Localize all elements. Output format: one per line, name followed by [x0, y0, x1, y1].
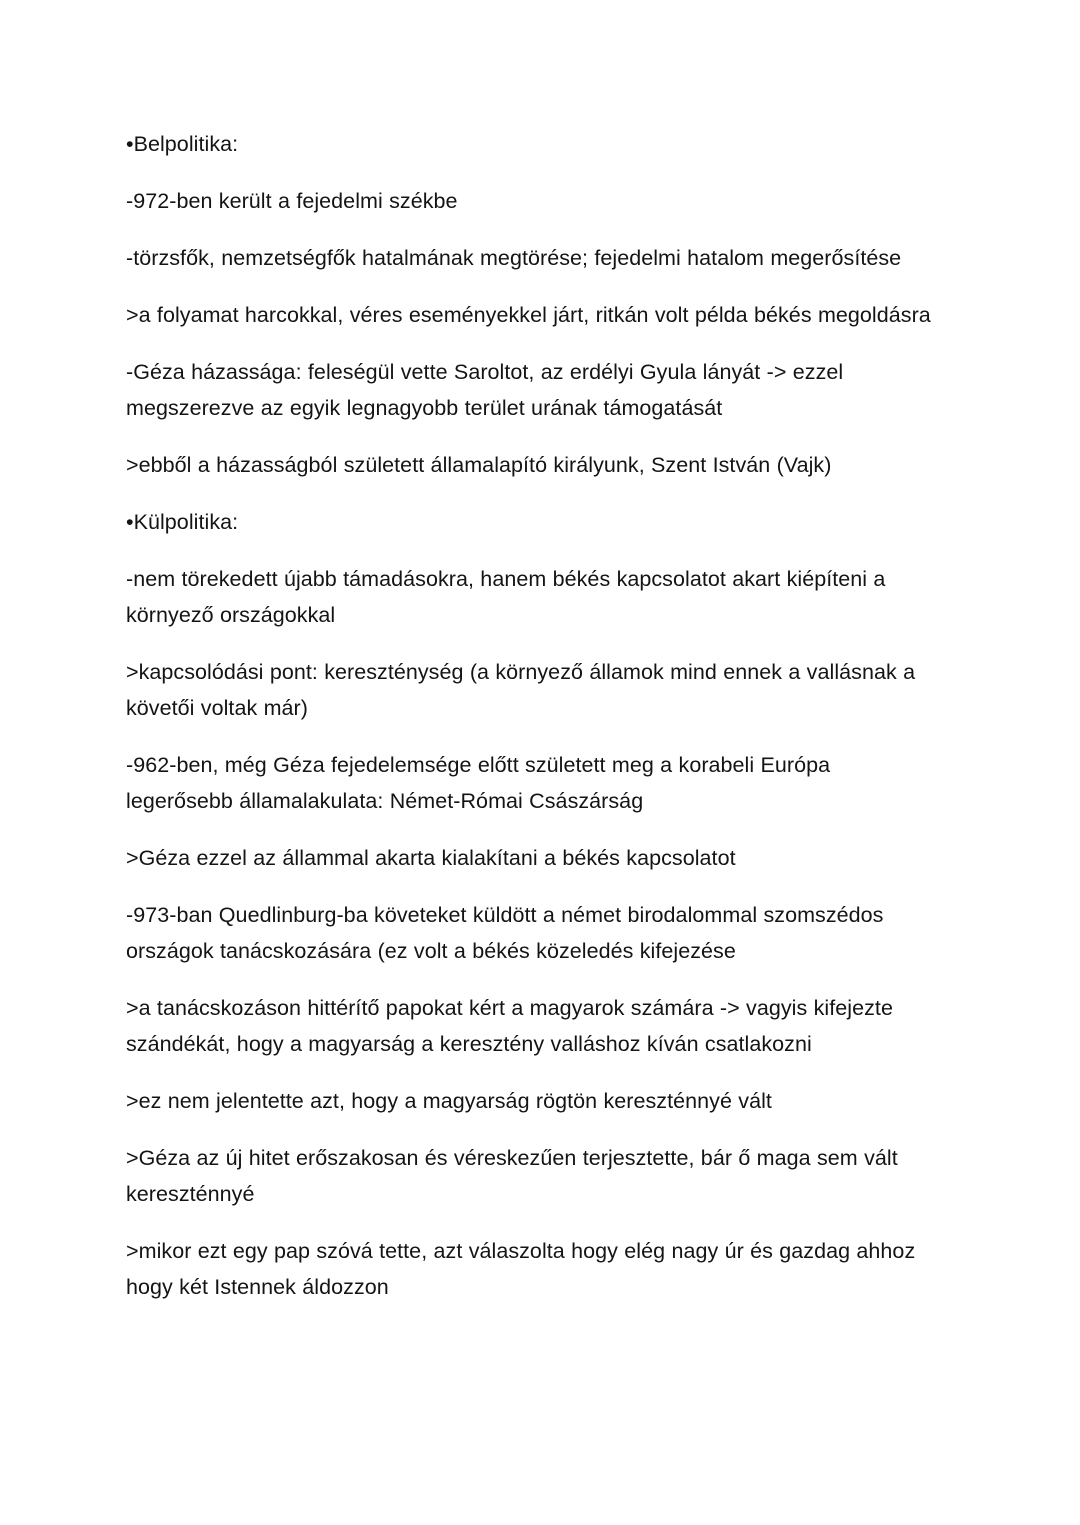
note-line: >ebből a házasságból született államalapító királyunk, Szent István (Vajk) [126, 453, 832, 477]
note-line: >kapcsolódási pont: kereszténység (a környező államok mind ennek a vallásnak a követői voltak már) [126, 660, 922, 720]
note-line: >mikor ezt egy pap szóvá tette, azt válaszolta hogy elég nagy úr és gazdag ahhoz hogy két Istennek áldozzon [126, 1239, 922, 1299]
note-line: -973-ban Quedlinburg-ba követeket küldött a német birodalommal szomszédos országok tanácskozására (ez volt a békés közeledés kifejezése [126, 903, 890, 963]
note-line: -972-ben került a fejedelmi székbe [126, 189, 458, 213]
note-line: -Géza házassága: feleségül vette Saroltot, az erdélyi Gyula lányát -> ezzel megszerezve az egyik legnagyobb terület urának támogatását [126, 360, 850, 420]
section-heading-kulpolitika: •Külpolitika: [126, 510, 239, 534]
note-line: >a tanácskozáson hittérítő papokat kért a magyarok számára -> vagyis kifejezte szándékát, hogy a magyarság a keresztény valláshoz kíván csatlakozni [126, 996, 900, 1056]
note-line: -nem törekedett újabb támadásokra, hanem békés kapcsolatot akart kiépíteni a környező országokkal [126, 567, 892, 627]
note-line: >Géza ezzel az állammal akarta kialakítani a békés kapcsolatot [126, 846, 736, 870]
note-line: >Géza az új hitet erőszakosan és véreskezűen terjesztette, bár ő maga sem vált kereszténnyé [126, 1146, 905, 1206]
note-line: -törzsfők, nemzetségfők hatalmának megtörése; fejedelmi hatalom megerősítése [126, 246, 902, 270]
document-body [126, 126, 932, 1305]
note-line: >a folyamat harcokkal, véres eseményekkel járt, ritkán volt példa békés megoldásra [126, 303, 931, 327]
note-line: >ez nem jelentette azt, hogy a magyarság rögtön kereszténnyé vált [126, 1089, 772, 1113]
section-heading-belpolitika: •Belpolitika: [126, 132, 239, 156]
note-line: -962-ben, még Géza fejedelemsége előtt született meg a korabeli Európa legerősebb államalakulata: Német-Római Császárság [126, 753, 837, 813]
